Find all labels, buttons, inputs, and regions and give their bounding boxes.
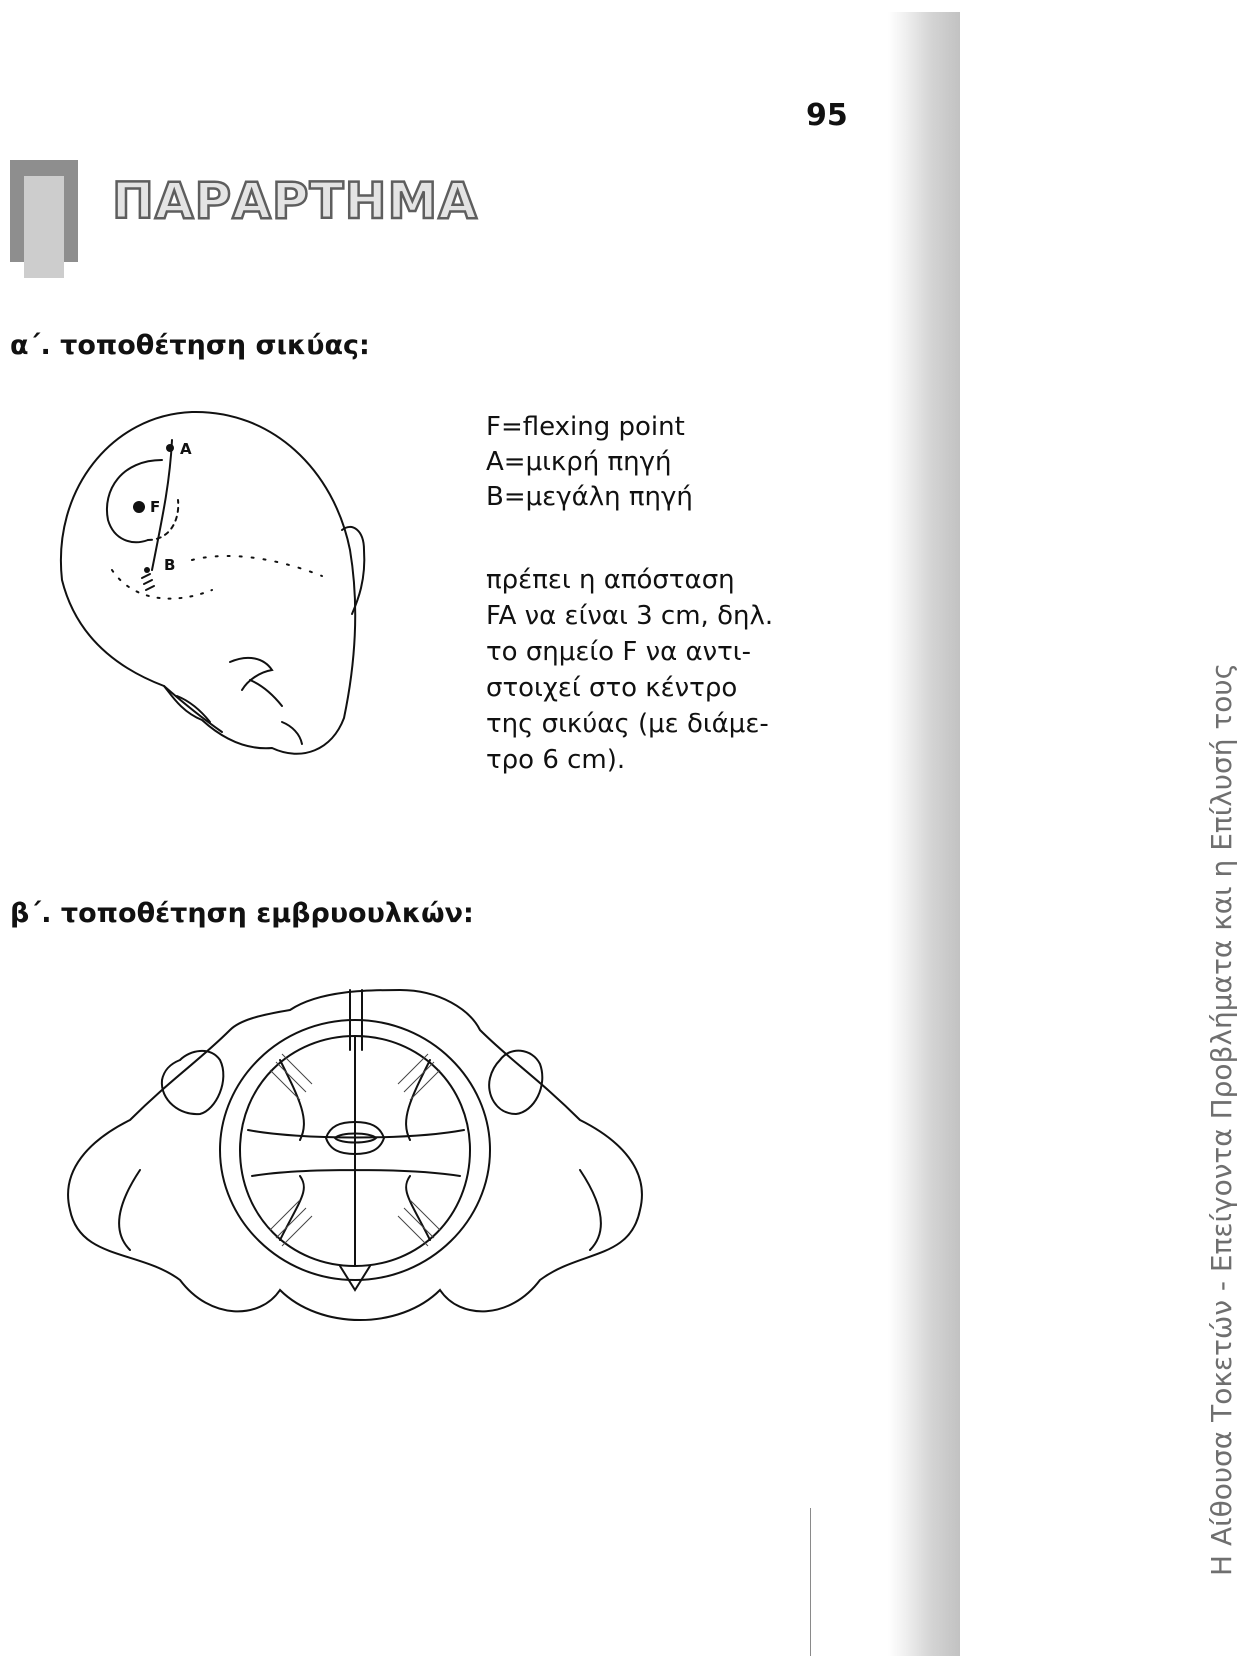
point-a-marker (166, 444, 174, 452)
running-title-vertical: Η Αίθουσα Τοκετών - Επείγοντα Προβλήματα και η Επίλυσή τους (1205, 662, 1238, 1576)
legend-f: F=flexing point (486, 412, 685, 442)
note-line: τρο 6 cm). (486, 745, 626, 775)
forceps-placement-pelvis-illustration (40, 990, 680, 1390)
side-tab-band (888, 12, 960, 1656)
section-a-heading: α΄. τοποθέτηση σικύας: (10, 330, 370, 361)
legend-block (486, 410, 693, 515)
title-decoration-inner-block (24, 176, 64, 278)
label-a: A (180, 440, 192, 458)
placement-note (486, 562, 774, 778)
note-line: της σικύας (με διάμε- (486, 709, 769, 739)
head-drawing (52, 400, 382, 800)
page-title: ΠΑΡΑΡΤΗΜΑ (112, 172, 478, 230)
label-f: F (150, 498, 161, 516)
legend-b: B=μεγάλη πηγή (486, 482, 693, 512)
page-number: 95 (806, 98, 848, 133)
point-b-marker (144, 567, 150, 573)
note-line: πρέπει η απόσταση (486, 565, 735, 595)
legend-a: A=μικρή πηγή (486, 447, 672, 477)
pelvis-drawing (40, 990, 680, 1390)
vacuum-placement-head-illustration (52, 400, 382, 800)
side-divider-line (810, 1508, 811, 1656)
note-line: το σημείο F να αντι- (486, 637, 751, 667)
point-f-marker (133, 501, 145, 513)
label-b: B (164, 556, 176, 574)
note-line: FA να είναι 3 cm, δηλ. (486, 601, 774, 631)
section-b-heading: β΄. τοποθέτηση εμβρυουλκών: (10, 898, 474, 929)
note-line: στοιχεί στο κέντρο (486, 673, 738, 703)
